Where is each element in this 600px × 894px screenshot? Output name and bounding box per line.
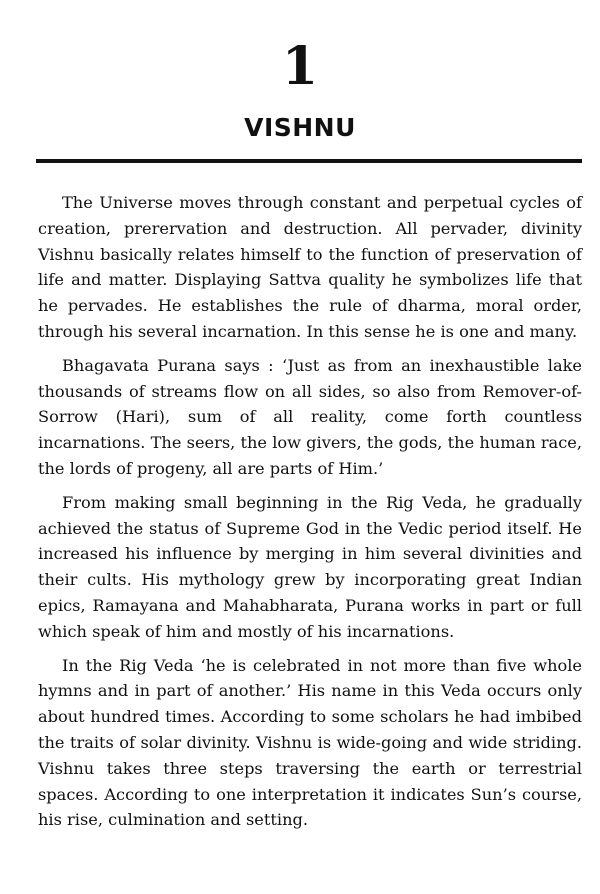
paragraph-2: Bhagavata Purana says : ‘Just as from an inexhaustible lake thousands of streams flow on all sides, so also from Remover-of-Sorrow (Hari), sum of all reality, come forth countless incarnations. The seers, the low givers, the gods, the human race, the lords of progeny, all are parts of Him.’ — [38, 355, 582, 478]
paragraph-4: In the Rig Veda ‘he is celebrated in not more than five whole hymns and in part of another.’ His name in this Veda occurs only about hundred times. According to some scholars he had imbibed the traits of solar divinity. Vishnu is wide-going and wide striding. Vishnu takes three steps traversing the earth or terrestrial spaces. According to one interpretation it indicates Sun’s course, his rise, culmination and setting. — [38, 655, 582, 830]
chapter-body — [38, 190, 582, 841]
chapter-title: VISHNU — [244, 113, 356, 142]
paragraph-3: From making small beginning in the Rig Veda, he gradually achieved the status of Supreme God in the Vedic period itself. He increased his influence by merging in him several divinities and their cults. His mythology grew by incorporating great Indian epics, Ramayana and Mahabharata, Purana works in part or full which speak of him and mostly of his incarnations. — [38, 492, 582, 641]
paragraph-1: The Universe moves through constant and perpetual cycles of creation, prerervation and destruction. All pervader, divinity Vishnu basically relates himself to the function of preservation of life and matter. Displaying Sattva quality he symbolizes life that he pervades. He establishes the rule of dharma, moral order, through his several incarnation. In this sense he is one and many. — [38, 193, 582, 341]
title-divider — [36, 159, 582, 163]
chapter-number: 1 — [281, 36, 319, 97]
